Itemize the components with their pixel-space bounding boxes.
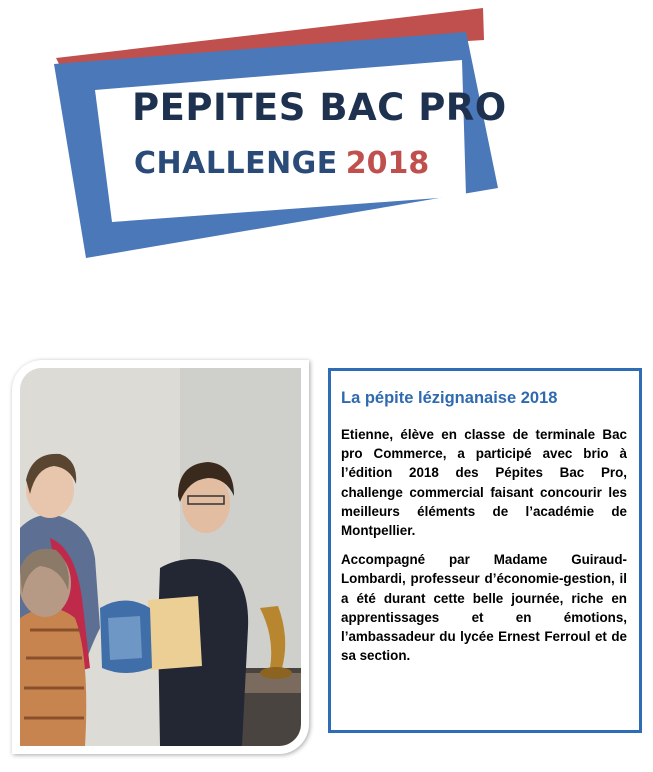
article-heading: La pépite lézignanaise 2018	[341, 389, 558, 407]
photo-frame	[12, 360, 309, 754]
award-ceremony-photo	[20, 368, 301, 746]
photo-illustration	[20, 368, 301, 746]
article-paragraph-2: Accompagné par Madame Guiraud-Lombardi, professeur d’économie-gestion, il a été durant cette belle journée, riche en apprentissages et en émotions, l’ambassadeur du lycée Ernest Ferroul et de sa section.	[341, 552, 627, 664]
challenge-logo	[0, 0, 653, 300]
logo-year: 2018	[345, 146, 430, 181]
logo-subtitle-word: CHALLENGE	[134, 146, 338, 181]
article-box	[328, 368, 642, 733]
logo-title: PEPITES BAC PRO	[132, 86, 507, 129]
logo-subtitle	[134, 146, 429, 181]
article-paragraph-1: Etienne, élève en classe de terminale Bac pro Commerce, a participé avec brio à l’édition 2018 des Pépites Bac Pro, challenge commercial faisant concourir les meilleurs éléments de l’académie de Montpellier.	[341, 427, 627, 539]
